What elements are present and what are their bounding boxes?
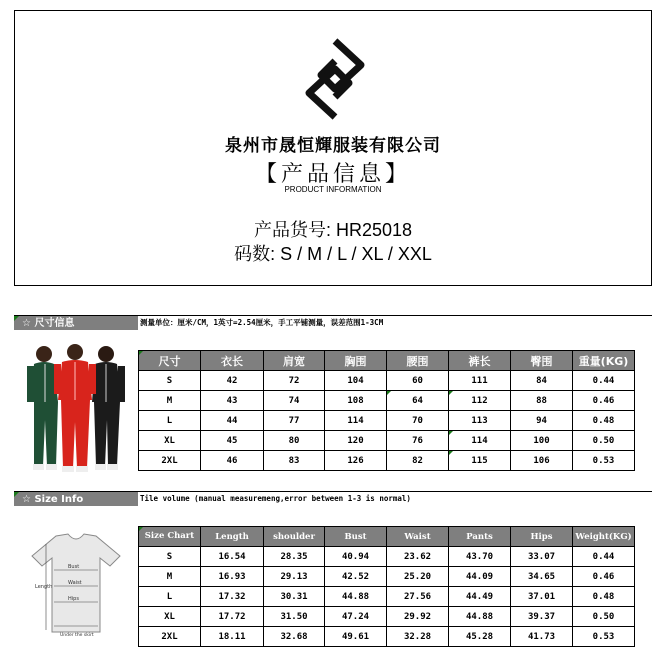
column-header: Length <box>201 527 264 547</box>
table-cell: 17.32 <box>201 587 264 607</box>
diagram-label-hips: Hips <box>68 596 79 602</box>
table-cell: 47.24 <box>325 607 387 627</box>
table-cell: 0.53 <box>573 627 635 647</box>
table-cell: 44.88 <box>449 607 511 627</box>
table-cell: L <box>139 411 201 431</box>
en-section-title-text: ☆ Size Info <box>22 494 84 505</box>
table-cell: 120 <box>325 431 387 451</box>
table-cell: 0.44 <box>573 371 635 391</box>
table-row <box>139 371 635 391</box>
table-row <box>139 627 635 647</box>
table-cell: 30.31 <box>264 587 325 607</box>
table-cell: 2XL <box>139 451 201 471</box>
table-row <box>139 451 635 471</box>
table-cell: 114 <box>325 411 387 431</box>
table-row <box>139 587 635 607</box>
en-section-title <box>14 491 138 506</box>
column-header: 裤长 <box>449 351 511 371</box>
table-row <box>139 411 635 431</box>
table-cell: 41.73 <box>511 627 573 647</box>
table-cell: 60 <box>387 371 449 391</box>
table-row <box>139 567 635 587</box>
table-cell: 32.68 <box>264 627 325 647</box>
table-cell: L <box>139 587 201 607</box>
table-cell: 45.28 <box>449 627 511 647</box>
en-size-table <box>138 526 635 647</box>
table-cell: 64 <box>387 391 449 411</box>
table-row <box>139 547 635 567</box>
en-section-note: Tile volume (manual measuremeng,error between 1-3 is normal) <box>140 494 411 503</box>
measurement-diagram <box>24 530 128 642</box>
table-cell: 44.09 <box>449 567 511 587</box>
table-cell: 106 <box>511 451 573 471</box>
table-cell: 2XL <box>139 627 201 647</box>
cn-section-note: 测量单位：厘米/CM，1英寸=2.54厘米，手工平铺测量，误差范围1-3CM <box>140 318 384 327</box>
table-cell: 29.92 <box>387 607 449 627</box>
table-cell: 44.49 <box>449 587 511 607</box>
table-cell: 108 <box>325 391 387 411</box>
table-cell: 84 <box>511 371 573 391</box>
table-cell: XL <box>139 607 201 627</box>
table-cell: 83 <box>264 451 325 471</box>
table-row <box>139 431 635 451</box>
table-cell: 113 <box>449 411 511 431</box>
table-cell: 16.54 <box>201 547 264 567</box>
table-cell: 77 <box>264 411 325 431</box>
column-header: 臀围 <box>511 351 573 371</box>
table-cell: S <box>139 371 201 391</box>
table-cell: 70 <box>387 411 449 431</box>
diagram-label-under-skirt: Under the skirt <box>60 633 94 638</box>
table-cell: 82 <box>387 451 449 471</box>
table-cell: 25.20 <box>387 567 449 587</box>
column-header: Bust <box>325 527 387 547</box>
cn-size-table <box>138 350 635 471</box>
table-cell: XL <box>139 431 201 451</box>
table-header-row <box>139 527 635 547</box>
sizes-line: 码数: S / M / L / XL / XXL <box>234 244 432 264</box>
table-cell: 0.48 <box>573 587 635 607</box>
table-cell: 115 <box>449 451 511 471</box>
table-cell: 111 <box>449 371 511 391</box>
product-header <box>14 10 652 286</box>
cn-section-title <box>14 315 138 330</box>
table-header-row <box>139 351 635 371</box>
corner-marker <box>14 492 19 497</box>
table-cell: 29.13 <box>264 567 325 587</box>
table-cell: 34.65 <box>511 567 573 587</box>
table-cell: 43.70 <box>449 547 511 567</box>
table-cell: 0.50 <box>573 607 635 627</box>
table-cell: 37.01 <box>511 587 573 607</box>
table-cell: 126 <box>325 451 387 471</box>
table-cell: 17.72 <box>201 607 264 627</box>
item-number: 产品货号: HR25018 <box>253 220 413 240</box>
column-header: 尺寸 <box>139 351 201 371</box>
table-cell: 0.44 <box>573 547 635 567</box>
table-cell: 112 <box>449 391 511 411</box>
table-cell: 72 <box>264 371 325 391</box>
table-cell: 44.88 <box>325 587 387 607</box>
table-cell: 42 <box>201 371 264 391</box>
cn-section-title-text: ☆ 尺寸信息 <box>22 318 75 329</box>
table-cell: 43 <box>201 391 264 411</box>
table-cell: 76 <box>387 431 449 451</box>
table-cell: 0.46 <box>573 567 635 587</box>
table-cell: 46 <box>201 451 264 471</box>
column-header: 腰围 <box>387 351 449 371</box>
table-row <box>139 607 635 627</box>
table-row <box>139 391 635 411</box>
product-info-title: 【产品信息】 <box>254 162 411 187</box>
table-cell: 94 <box>511 411 573 431</box>
table-cell: 39.37 <box>511 607 573 627</box>
table-cell: 0.48 <box>573 411 635 431</box>
table-cell: 45 <box>201 431 264 451</box>
column-header: Weight(KG) <box>573 527 635 547</box>
table-cell: 40.94 <box>325 547 387 567</box>
table-cell: M <box>139 391 201 411</box>
table-cell: 104 <box>325 371 387 391</box>
table-cell: 27.56 <box>387 587 449 607</box>
table-cell: 0.50 <box>573 431 635 451</box>
table-cell: 0.53 <box>573 451 635 471</box>
column-header: 胸围 <box>325 351 387 371</box>
column-header: Waist <box>387 527 449 547</box>
table-cell: S <box>139 547 201 567</box>
corner-marker <box>14 316 19 321</box>
table-cell: 49.61 <box>325 627 387 647</box>
table-cell: 23.62 <box>387 547 449 567</box>
table-cell: 32.28 <box>387 627 449 647</box>
column-header: 肩宽 <box>264 351 325 371</box>
table-cell: 18.11 <box>201 627 264 647</box>
table-cell: 88 <box>511 391 573 411</box>
table-cell: 42.52 <box>325 567 387 587</box>
company-name: 泉州市晟恒輝服装有限公司 <box>225 136 441 156</box>
table-cell: 33.07 <box>511 547 573 567</box>
table-cell: 0.46 <box>573 391 635 411</box>
product-photo <box>14 340 136 476</box>
table-cell: 80 <box>264 431 325 451</box>
column-header: Pants <box>449 527 511 547</box>
diagram-label-length: Length <box>35 584 53 590</box>
table-cell: 28.35 <box>264 547 325 567</box>
column-header: shoulder <box>264 527 325 547</box>
table-cell: M <box>139 567 201 587</box>
table-cell: 44 <box>201 411 264 431</box>
table-cell: 74 <box>264 391 325 411</box>
gs-logo-icon <box>303 37 367 121</box>
diagram-label-bust: Bust <box>68 564 80 570</box>
table-cell: 100 <box>511 431 573 451</box>
column-header: 重量(KG) <box>573 351 635 371</box>
column-header: Hips <box>511 527 573 547</box>
product-info-subtitle: PRODUCT INFORMATION <box>284 185 382 194</box>
table-cell: 31.50 <box>264 607 325 627</box>
column-header: 衣长 <box>201 351 264 371</box>
table-cell: 16.93 <box>201 567 264 587</box>
column-header: Size Chart <box>139 527 201 547</box>
table-cell: 114 <box>449 431 511 451</box>
diagram-label-waist: Waist <box>68 580 82 586</box>
